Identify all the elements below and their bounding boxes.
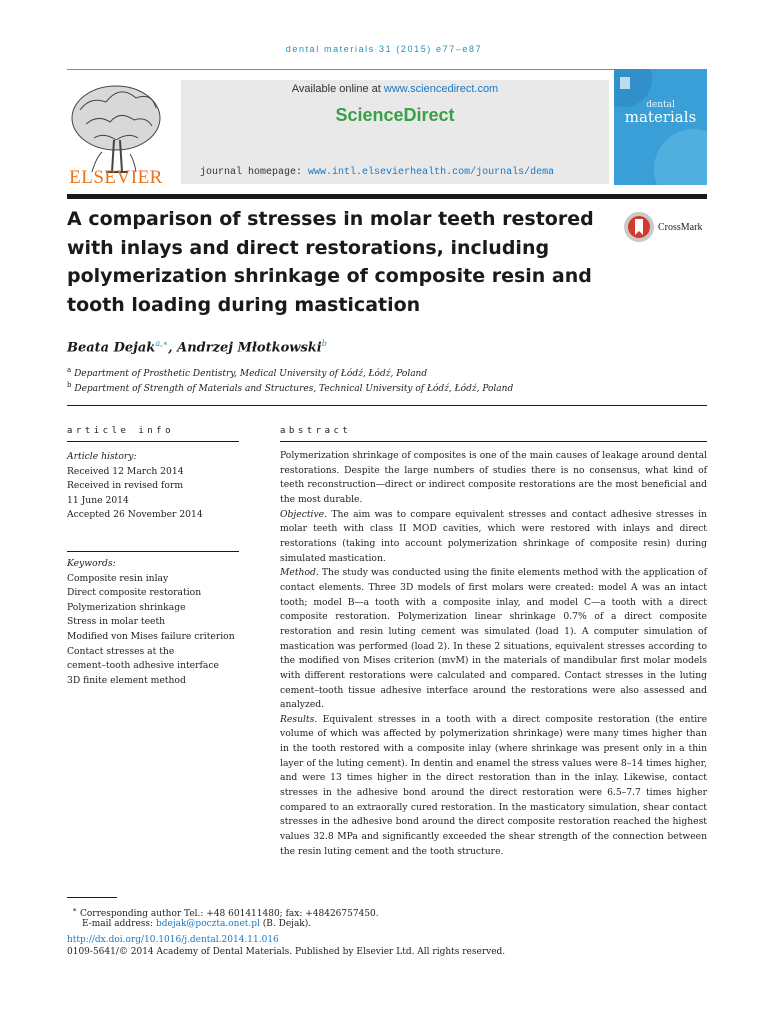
history-label: Article history: (67, 451, 137, 462)
author-name[interactable]: Andrzej Młotkowski (177, 340, 322, 356)
keyword: Modified von Mises failure criterion (67, 630, 235, 642)
available-online-line (181, 83, 609, 95)
cover-title-small: dental (646, 100, 675, 110)
cover-title-big: materials (624, 108, 697, 126)
corresponding-text: Corresponding author Tel.: +48 601411480; fax: +48426757450. (79, 909, 379, 919)
journal-cover-image (614, 69, 707, 185)
results-label: Results. (280, 713, 318, 725)
homepage-label: journal homepage: (200, 167, 303, 178)
affiliation-mark: b (67, 381, 72, 389)
keyword: cement–tooth adhesive interface (67, 660, 219, 672)
crossmark-label: CrossMark (658, 222, 703, 233)
abstract-heading: abstract (280, 426, 352, 436)
corresponding-footnote (72, 905, 379, 919)
top-divider (67, 69, 707, 70)
author-name[interactable]: Beata Dejak (67, 340, 156, 356)
email-owner: (B. Dejak). (262, 919, 312, 929)
keywords-rule (67, 551, 239, 552)
keyword: 3D finite element method (67, 674, 186, 686)
abstract-body (280, 449, 707, 859)
history-line: 11 June 2014 (67, 494, 129, 506)
cover-pattern-icon (614, 69, 707, 185)
keyword: Contact stresses at the (67, 645, 175, 657)
footnote-rule (67, 897, 117, 898)
corresponding-mark: ∗ (72, 905, 78, 914)
keyword: Polymerization shrinkage (67, 601, 186, 613)
header-thick-divider (67, 194, 707, 199)
abstract-method (280, 566, 707, 713)
keyword: Direct composite restoration (67, 587, 202, 599)
journal-homepage-link[interactable]: www.intl.elsevierhealth.com/journals/dema (308, 167, 555, 178)
available-online-label: Available online at (291, 83, 381, 95)
keyword: Stress in molar teeth (67, 616, 166, 628)
doi-link[interactable]: http://dx.doi.org/10.1016/j.dental.2014.11.016 (67, 935, 279, 945)
running-head: dental materials 31 (2015) e77–e87 (285, 44, 483, 54)
abstract-objective (280, 508, 707, 567)
article-info-rule (67, 441, 239, 442)
doi-line (67, 935, 279, 945)
keyword: Composite resin inlay (67, 572, 169, 584)
results-text: Equivalent stresses in a tooth with a direct composite restoration (the entire volume of which was affected by polymerization shrinkage) were many times higher than in the tooth restored with a composite inlay (where shrinkage was present only in a thin layer of the luting cement). In dentin and enamel the stress values were 8–14 times higher, and were 13 times higher in the direct restoration than in the inlay. Likewise, contact stresses in the adhesive bond around the direct restoration were 6.5–7.7 times higher compared to an extraorally cured restoration. In the masticatory simulation, shear contact stresses in the adhesive bond around the direct composite restoration reached the highest values 32.8 MPa and significantly exceeded the shear strength of the connection between the resin luting cement and the tooth structure. (280, 713, 708, 857)
author-list: Beata Dejak$^{a,∗}$, Andrzej Młotkowski$^b$ (67, 339, 327, 356)
email-label: E-mail address: (82, 919, 154, 929)
affiliation (67, 366, 427, 379)
history-line: Accepted 26 November 2014 (67, 509, 203, 521)
abstract-intro: Polymerization shrinkage of composites is one of the main causes of leakage around dental restorations. Despite the large numbers of studies there is no consensus, what kind of teeth reconstruction—direct or indirect composite restorations are the most beneficial and the most durable. (280, 450, 707, 505)
affiliation-text: Department of Prosthetic Dentistry, Medical University of Łódź, Łódź, Poland (74, 369, 428, 379)
elsevier-wordmark: ELSEVIER (69, 167, 163, 188)
email-link[interactable]: bdejak@poczta.onet.pl (155, 919, 260, 929)
objective-label: Objective. (280, 508, 328, 520)
article-title: A comparison of stresses in molar teeth restored with inlays and direct restorations, including polymerization shrinkage of composite resin and tooth loading during mastication (67, 208, 594, 316)
method-text: The study was conducted using the finite elements method with the application of contact elements. Three 3D models of first molars were created: model A was an intact tooth; model B—a tooth with a composite inlay, and model C—a tooth with a direct composite restoration. Polymerization linear shrinkage 0.7% of a direct composite restoration and resin luting cement was simulated (load 1). A computer simulation of mastication was performed (load 2). In these 2 situations, equivalent stresses according to the modified von Mises criterion (mvM) in the materials of mandibular first molar models with different restorations were calculated and compared. Contact stresses in the luting cement–tooth tissue adhesive interface around the restorations were also assessed and analyzed. (280, 567, 707, 711)
affiliation (67, 381, 513, 394)
section-divider (67, 405, 707, 406)
cover-title (614, 100, 707, 124)
abstract-rule (280, 441, 707, 442)
article-info-heading: article info (67, 426, 175, 436)
history-line: Received 12 March 2014 (67, 465, 184, 477)
objective-text: The aim was to compare equivalent stresses and contact adhesive stresses in molar teeth with class II MOD cavities, which were restored with inlays and direct restorations (taking into account polymerization shrinkage of composite resin) during simulated mastication. (280, 508, 708, 564)
affiliation-text: Department of Strength of Materials and Structures, Technical University of Łódź, Łódź, Poland (74, 384, 514, 394)
sciencedirect-link[interactable]: www.sciencedirect.com (383, 83, 499, 95)
keywords-label: Keywords: (67, 558, 116, 569)
sciencedirect-brand: ScienceDirect (335, 105, 455, 125)
abstract-results (280, 713, 707, 860)
author-affiliation-mark[interactable]: a,∗ (155, 339, 169, 348)
journal-homepage-line (200, 167, 600, 178)
email-footnote (82, 919, 311, 929)
affiliation-mark: a (67, 366, 72, 374)
method-label: Method. (280, 567, 319, 579)
author-affiliation-mark[interactable]: b (321, 339, 327, 348)
article-history (67, 450, 242, 523)
keywords-list (67, 557, 242, 688)
history-line: Received in revised form (67, 480, 184, 492)
copyright-line: 0109-5641/© 2014 Academy of Dental Materials. Published by Elsevier Ltd. All rights reserved. (67, 947, 506, 957)
